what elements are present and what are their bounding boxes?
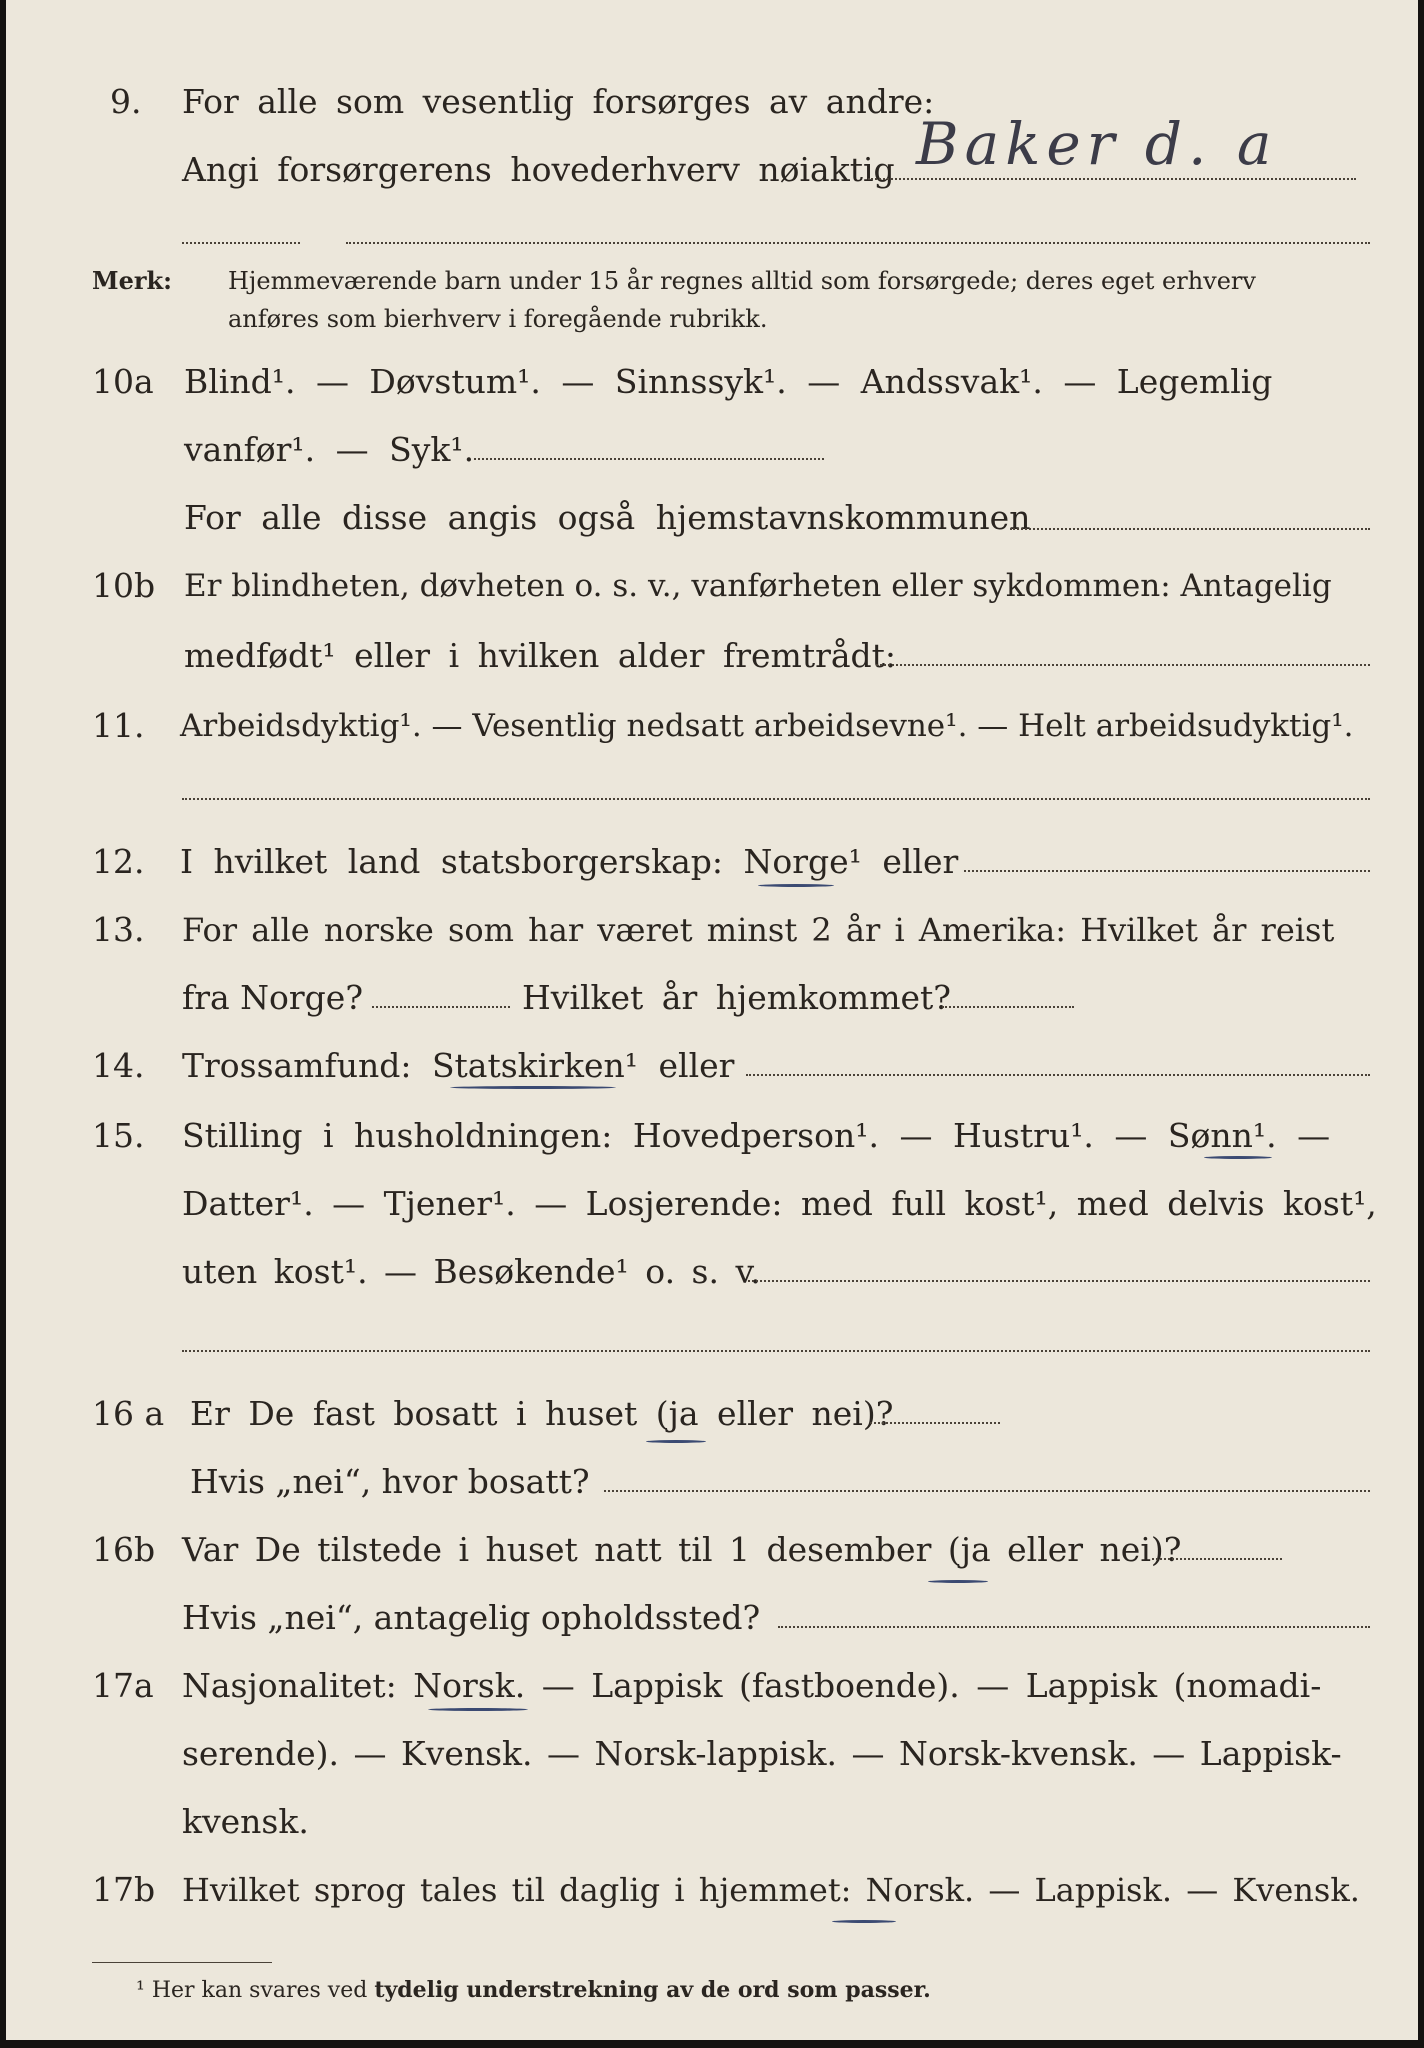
- q13-return-line: [942, 1006, 1074, 1008]
- q17a-number: 17a: [92, 1666, 154, 1705]
- q16a-ja-mark: [646, 1440, 706, 1443]
- q17a-line1: Nasjonalitet: Norsk. — Lappisk (fastboende). — Lappisk (nomadi-: [182, 1666, 1322, 1705]
- merk-text-line2: anføres som bierhverv i foregående rubrikk.: [228, 305, 768, 333]
- q10a-line2: vanfør¹. — Syk¹.: [184, 430, 475, 469]
- q16b-number: 16b: [92, 1530, 156, 1569]
- q15-number: 15.: [92, 1116, 145, 1155]
- q13-line2b: Hvilket år hjemkommet?: [522, 978, 951, 1017]
- q16b-answer-line: [1152, 1558, 1282, 1560]
- q16a-answer-line: [870, 1422, 1000, 1424]
- q16a-number: 16 a: [92, 1394, 165, 1433]
- q17b-number: 17b: [92, 1870, 156, 1909]
- q16b-location-line: [778, 1626, 1370, 1628]
- footnote: [136, 1976, 931, 2005]
- q16b-ja-mark: [928, 1580, 988, 1583]
- q10b-answer-line: [876, 664, 1370, 666]
- q17a-line3: kvensk.: [182, 1802, 309, 1841]
- q9-handwritten-answer: Baker d. a: [916, 110, 1278, 178]
- merk-text-line1: Hjemmeværende barn under 15 år regnes alltid som forsørgede; deres eget erhverv: [228, 267, 1256, 295]
- q12-norge-underline: [758, 884, 834, 887]
- q16b-line2: Hvis „nei“, antagelig opholdssted?: [182, 1598, 761, 1637]
- q17a-line2: serende). — Kvensk. — Norsk-lappisk. — Norsk-kvensk. — Lappisk-: [182, 1734, 1342, 1773]
- q11-answer-line: [182, 798, 1370, 800]
- footnote-rule: [92, 1962, 272, 1963]
- q11-number: 11.: [92, 706, 145, 745]
- q9-question: For alle som vesentlig forsørges av andre:: [182, 82, 935, 121]
- q13-line1: For alle norske som har været minst 2 år i Amerika: Hvilket år reist: [182, 911, 1335, 949]
- footnote-mark: ¹: [136, 1978, 145, 2003]
- q13-number: 13.: [92, 910, 145, 949]
- q16b-line1: Var De tilstede i huset natt til 1 desember (ja eller nei)?: [182, 1530, 1182, 1569]
- q17b-norsk-mark: [832, 1920, 896, 1923]
- q10b-line2: medfødt¹ eller i hvilken alder fremtrådt:: [184, 636, 897, 675]
- q14-statskirken-underline: [450, 1086, 616, 1089]
- q9-instruction: Angi forsørgerens hovederhverv nøiaktig: [182, 150, 895, 189]
- q9-answer-line: [868, 178, 1356, 180]
- footnote-text-a: Her kan svares ved: [151, 1978, 368, 2003]
- q14-line1: Trossamfund: Statskirken¹ eller: [182, 1046, 735, 1085]
- q10a-line1: Blind¹. — Døvstum¹. — Sinnssyk¹. — Andssvak¹. — Legemlig: [184, 362, 1273, 401]
- footnote-text-b: tydelig understrekning av de ord som passer.: [374, 1977, 931, 2003]
- q14-number: 14.: [92, 1046, 145, 1085]
- q10a-answer-line: [474, 458, 824, 460]
- q15-line1: Stilling i husholdningen: Hovedperson¹. — Hustru¹. — Sønn¹. —: [182, 1116, 1331, 1155]
- q10a-line3: For alle disse angis også hjemstavnskommunen: [184, 498, 1031, 537]
- q10a-hometown-line: [1010, 528, 1370, 530]
- q15-sonn-underline: [1204, 1156, 1272, 1159]
- q12-answer-line: [964, 870, 1370, 872]
- q10a-number: 10a: [92, 362, 154, 401]
- q9-answer-line-2a: [182, 242, 300, 244]
- q15-line2: Datter¹. — Tjener¹. — Losjerende: med full kost¹, med delvis kost¹,: [182, 1184, 1377, 1223]
- q10b-number: 10b: [92, 566, 156, 605]
- q9-number: 9.: [110, 82, 142, 121]
- q16a-line2: Hvis „nei“, hvor bosatt?: [190, 1462, 590, 1501]
- q13-departure-line: [372, 1006, 510, 1008]
- q17b-line1: Hvilket sprog tales til daglig i hjemmet: Norsk. — Lappisk. — Kvensk.: [182, 1871, 1360, 1909]
- q16a-residence-line: [604, 1490, 1370, 1492]
- q15-answer-line: [748, 1280, 1370, 1282]
- q12-line1: I hvilket land statsborgerskap: Norge¹ eller: [180, 842, 959, 881]
- q14-answer-line: [746, 1074, 1370, 1076]
- q16a-line1: Er De fast bosatt i huset (ja eller nei)?: [190, 1394, 894, 1433]
- q13-line2a: fra Norge?: [182, 978, 364, 1017]
- q10b-line1: Er blindheten, døvheten o. s. v., vanførheten eller sykdommen: Antagelig: [184, 568, 1332, 604]
- q15-answer-line-2: [182, 1350, 1370, 1352]
- merk-label: Merk:: [92, 266, 172, 295]
- q11-line1: Arbeidsdyktig¹. — Vesentlig nedsatt arbeidsevne¹. — Helt arbeidsudyktig¹.: [180, 708, 1354, 744]
- q12-number: 12.: [92, 842, 145, 881]
- q15-line3: uten kost¹. — Besøkende¹ o. s. v.: [182, 1252, 761, 1291]
- q9-answer-line-2b: [346, 242, 1370, 244]
- census-form-page: [6, 0, 1418, 2040]
- q17a-norsk-underline: [428, 1708, 528, 1711]
